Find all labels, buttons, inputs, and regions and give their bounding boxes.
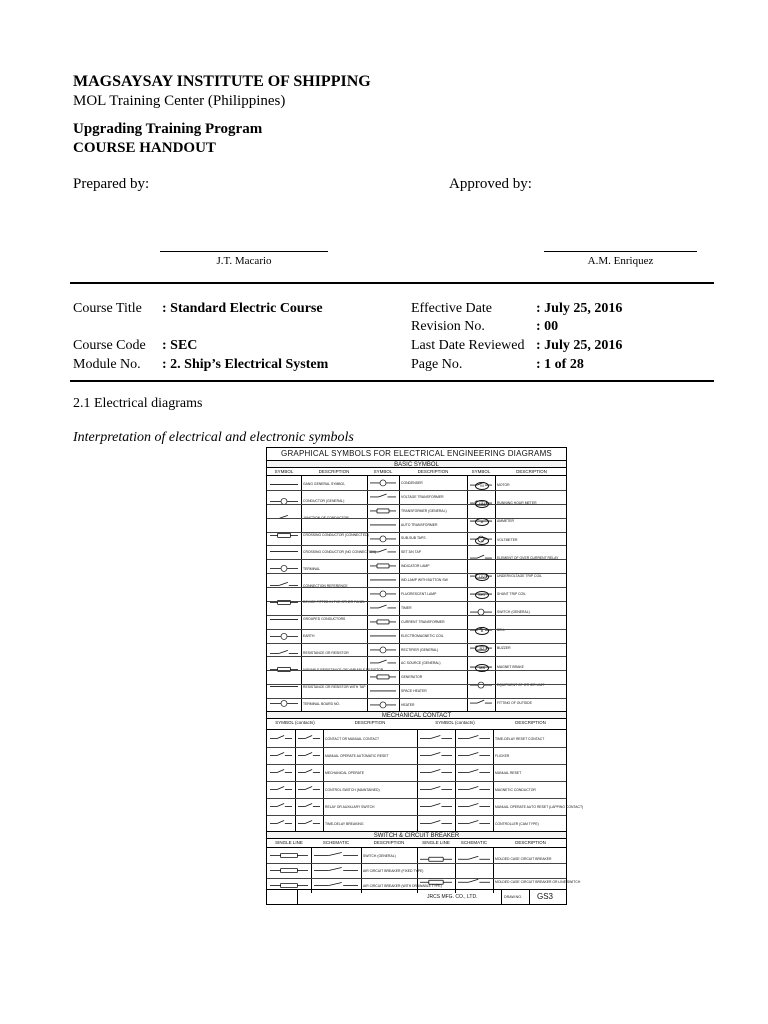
mech-hdr-symbol-right: SYMBOL (contacts) <box>435 720 475 725</box>
basic-symbol-glyph <box>368 588 398 600</box>
contact-b-symbol <box>296 799 322 814</box>
basic-symbol-glyph <box>468 550 494 566</box>
basic-symbol-description: RESISTANCE OR RESISTOR WITH TAP <box>303 684 366 689</box>
basic-hdr-desc-1: DESCRIPTION <box>318 469 350 474</box>
basic-symbol-description: SHUNT TRIP COIL <box>497 592 527 596</box>
basic-symbol-glyph <box>368 616 398 628</box>
section-heading: 2.1 Electrical diagrams <box>73 396 203 411</box>
breaker-single-line-symbol <box>268 864 310 877</box>
approved-name: A.M. Enriquez <box>587 255 654 267</box>
basic-symbol-glyph <box>268 595 300 610</box>
sw-hdr-single-right: SINGLE LINE <box>422 840 450 845</box>
course-title-value: : Standard Electric Course <box>162 301 323 316</box>
basic-symbol-description: EQUIPMENT OF OTHER UNIT <box>497 682 545 687</box>
contact-description: MANUAL RESET <box>495 770 522 775</box>
basic-symbol-glyph <box>368 477 398 489</box>
contact-b-symbol <box>456 816 492 831</box>
contact-description: MAGNETIC CONDUCTOR <box>495 787 536 792</box>
contact-description: FLICKER <box>495 753 510 758</box>
symbol-sheet-figure <box>266 447 584 905</box>
basic-symbol-description: ELECTROMAGNETIC COIL <box>401 633 444 638</box>
basic-symbol-glyph <box>268 629 300 644</box>
meter-glyph: A <box>475 518 489 526</box>
last-reviewed-value: : July 25, 2016 <box>536 338 623 353</box>
top-rule <box>70 282 714 284</box>
basic-symbol-band: BASIC SYMBOL <box>267 460 566 468</box>
basic-symbol-glyph <box>368 644 398 656</box>
revision-no-value: : 00 <box>536 319 559 334</box>
breaker-description: MOLDED CASE CIRCUIT BREAKER OR LINE SWITCH <box>495 879 581 884</box>
contact-description: MANUAL OPERATE AUTO RESET (LAPPING CONTACT) <box>495 804 584 809</box>
basic-hdr-symbol-2: SYMBOL <box>373 469 393 474</box>
approved-by-label: Approved by: <box>449 176 532 192</box>
contact-a-symbol <box>418 765 454 780</box>
meter-glyph: SHT <box>475 591 489 599</box>
meter-glyph: B <box>475 627 489 635</box>
draw-no-value: GS3 <box>537 892 554 901</box>
training-center: MOL Training Center (Philippines) <box>73 93 286 109</box>
last-reviewed-label: Last Date Reviewed <box>411 338 525 353</box>
program-title: Upgrading Training Program <box>73 121 263 137</box>
meter-glyph: BZ <box>475 645 489 653</box>
basic-symbol-description: CURRENT TRANSFORMER <box>401 619 445 624</box>
contact-b-symbol <box>296 782 322 797</box>
contact-description: TIME-DELAY RESET CONTACT <box>495 736 545 741</box>
basic-symbol-description: IND.LAMP WITH BUTTON SW <box>401 578 448 583</box>
basic-symbol-description: TERMINAL BOARD NO. <box>303 701 340 706</box>
basic-symbol-description: TIMER <box>401 605 412 610</box>
basic-symbol-glyph <box>368 533 398 545</box>
page-no-label: Page No. <box>411 357 463 372</box>
row-divider <box>267 781 566 782</box>
row-divider <box>267 573 566 574</box>
basic-hdr-symbol-1: SYMBOL <box>274 469 294 474</box>
basic-symbol-description: SWITCH (GENERAL) <box>497 610 530 615</box>
handout-title: COURSE HANDOUT <box>73 140 216 156</box>
basic-symbol-glyph <box>368 560 398 572</box>
basic-symbol-glyph <box>368 505 398 517</box>
contact-a-symbol <box>268 765 294 780</box>
breaker-schematic-symbol <box>312 849 360 862</box>
row-divider <box>267 559 566 560</box>
basic-symbol-description: ELEMENT OF OVER CURRENT RELAY <box>497 555 559 560</box>
row-divider <box>267 532 566 533</box>
course-title-label: Course Title <box>73 301 142 316</box>
contact-description: TIME-DELAY BREAKING <box>325 821 364 826</box>
basic-symbol-description: BELL <box>497 628 506 633</box>
basic-symbol-description: RECTIFIER (GENERAL) <box>401 647 439 652</box>
contact-description: CONTACT OR MANUAL CONTACT <box>325 736 380 741</box>
sheet-title: GRAPHICAL SYMBOLS FOR ELECTRICAL ENGINEERING DIAGRAMS <box>267 448 566 461</box>
module-no-label: Module No. <box>73 357 141 372</box>
row-divider <box>267 863 566 864</box>
basic-symbol-description: RUNNING HOUR METER <box>497 501 537 506</box>
sw-hdr-desc-right: DESCRIPTION <box>515 840 546 845</box>
revision-no-label: Revision No. <box>411 319 485 334</box>
contact-a-symbol <box>418 816 454 831</box>
course-code-label: Course Code <box>73 338 146 353</box>
mechanical-contact-band: MECHANICAL CONTACT <box>267 711 566 719</box>
contact-b-symbol <box>456 782 492 797</box>
contact-a-symbol <box>268 799 294 814</box>
basic-symbol-description: CONDENSER <box>401 480 423 485</box>
basic-hdr-symbol-3: SYMBOL <box>471 469 491 474</box>
basic-symbol-description: HEATER <box>401 703 415 708</box>
breaker-description: AIR CIRCUIT BREAKER (FIXED TYPE) <box>363 868 424 873</box>
basic-symbol-description: TRANSFORMER (GENERAL) <box>401 508 447 513</box>
basic-symbol-glyph <box>468 604 494 620</box>
sw-hdr-desc-left: DESCRIPTION <box>373 840 405 845</box>
basic-symbol-description: AMMETER <box>497 519 514 524</box>
contact-description: RELAY OR AUXILIARY SWITCH <box>325 804 375 809</box>
basic-hdr-desc-3: DESCRIPTION <box>516 469 547 474</box>
basic-symbol-description: JUNCTION OF CONDUCTOR <box>303 516 349 521</box>
row-divider <box>267 490 566 491</box>
switch-breaker-grid <box>267 847 581 893</box>
basic-symbol-description: INDICATOR LAMP <box>401 564 430 569</box>
bottom-rule <box>70 380 714 382</box>
sheet-footer <box>267 889 566 904</box>
basic-symbol-glyph <box>368 546 398 558</box>
basic-symbol-glyph <box>268 544 300 559</box>
basic-symbol-description: VOLTAGE TRANSFORMER <box>401 494 444 499</box>
basic-symbol-description: DEVICE FITTED IN THE OTHER PANEL <box>303 600 366 605</box>
mech-hdr-symbol-left: SYMBOL (contacts) <box>275 720 315 725</box>
contact-a-symbol <box>418 748 454 763</box>
contact-a-symbol <box>268 748 294 763</box>
effective-date-label: Effective Date <box>411 301 492 316</box>
row-divider <box>267 656 566 657</box>
switch-breaker-band: SWITCH & CIRCUIT BREAKER <box>267 831 566 839</box>
institution-name: MAGSAYSAY INSTITUTE OF SHIPPING <box>73 73 371 90</box>
mechanical-contact-grid <box>267 729 584 832</box>
basic-symbol-description: GROUPED CONDUCTORS <box>303 617 346 622</box>
contact-b-symbol <box>296 748 322 763</box>
contact-a-symbol <box>268 782 294 797</box>
row-divider <box>267 545 566 546</box>
breaker-schematic-symbol <box>456 849 492 870</box>
mech-hdr-desc-left: DESCRIPTION <box>354 720 386 725</box>
basic-symbol-description: AC SOURCE (GENERAL) <box>401 661 441 666</box>
basic-symbol-description: CROSSING CONDUCTOR (NO CONNECTION) <box>303 549 377 554</box>
basic-symbol-description: SUB-SUB TAPS <box>401 536 426 541</box>
basic-symbol-glyph <box>268 578 300 593</box>
meter-glyph: UV <box>475 573 489 581</box>
basic-symbol-glyph <box>368 699 398 711</box>
breaker-description: SWITCH (GENERAL) <box>363 853 396 858</box>
row-divider <box>267 747 566 748</box>
basic-symbol-description: GENERATOR <box>401 675 423 680</box>
basic-symbol-description: VARIABLE RESISTANCE OR VARIABLE RESISTOR <box>303 667 384 672</box>
basic-symbol-glyph <box>368 574 398 586</box>
breaker-description: AIR CIRCUIT BREAKER (WITH DRAWABLE TYPE) <box>363 883 442 888</box>
basic-symbol-description: SPACE HEATER <box>401 689 427 694</box>
contact-a-symbol <box>268 731 294 746</box>
row-divider <box>267 518 566 519</box>
basic-symbol-description: FLUORESCENT LAMP <box>401 592 437 596</box>
basic-symbol-glyph <box>368 685 398 697</box>
row-divider <box>267 504 566 505</box>
contact-description: CONTROL SWITCH (MAINTAINED) <box>325 787 380 792</box>
row-divider <box>267 643 566 644</box>
contact-b-symbol <box>456 731 492 746</box>
basic-symbol-description: RESISTANCE OR RESISTOR <box>303 651 349 655</box>
basic-symbol-description: AUTO TRANSFORMER <box>401 522 438 527</box>
contact-b-symbol <box>296 765 322 780</box>
row-divider <box>267 587 566 588</box>
meter-glyph: HM <box>475 500 489 508</box>
subsection-heading: Interpretation of electrical and electronic symbols <box>73 430 354 445</box>
breaker-description: MOLDED CASE CIRCUIT BREAKER <box>495 857 552 862</box>
prepared-name: J.T. Macario <box>216 255 272 267</box>
module-no-value: : 2. Ship’s Electrical System <box>162 357 329 372</box>
basic-symbol-description: VOLTMETER <box>497 537 518 542</box>
basic-symbol-description: FITTING OF OUTSIDE <box>497 700 532 705</box>
contact-a-symbol <box>418 799 454 814</box>
basic-symbol-glyph <box>368 657 398 669</box>
basic-symbol-description: CONDUCTOR (GENERAL) <box>303 499 345 504</box>
basic-symbol-glyph <box>368 491 398 503</box>
breaker-schematic-symbol <box>312 864 360 877</box>
row-divider <box>267 615 566 616</box>
basic-symbol-grid <box>267 475 566 712</box>
basic-symbol-description: BUZZER <box>497 646 511 651</box>
basic-symbol-glyph <box>368 519 398 531</box>
prepared-signature-line <box>160 251 328 252</box>
basic-symbol-glyph <box>268 679 300 694</box>
basic-symbol-description: EARTH <box>303 634 315 639</box>
basic-symbol-description: TERMINAL <box>303 566 321 571</box>
basic-symbol-description: SET 3/N TAP <box>401 550 421 555</box>
contact-description: CONTROLLER (CAM TYPE) <box>495 821 539 826</box>
meter-glyph: V <box>475 537 489 545</box>
sw-hdr-single-left: SINGLE LINE <box>275 840 303 845</box>
basic-symbol-glyph <box>368 602 398 614</box>
effective-date-value: : July 25, 2016 <box>536 301 623 316</box>
page-no-value: : 1 of 28 <box>536 357 584 372</box>
approved-signature-line <box>544 251 697 252</box>
contact-description: MECHANICAL OPERATE <box>325 770 364 775</box>
contact-b-symbol <box>456 748 492 763</box>
breaker-single-line-symbol <box>418 849 454 870</box>
basic-symbol-description: MOTOR <box>497 483 510 488</box>
row-divider <box>267 698 566 699</box>
contact-b-symbol <box>456 799 492 814</box>
basic-symbol-description: GANG GENERAL SYMBOL <box>303 482 346 487</box>
contact-b-symbol <box>296 731 322 746</box>
draw-no-label: DRAW.NO. <box>504 895 523 899</box>
meter-glyph: M <box>475 482 489 490</box>
basic-symbol-glyph <box>268 494 300 509</box>
basic-symbol-glyph <box>368 671 398 683</box>
meter-glyph: MB <box>475 664 489 672</box>
row-divider <box>267 815 566 816</box>
contact-b-symbol <box>296 816 322 831</box>
contact-a-symbol <box>418 782 454 797</box>
maker-name: JRCS MFG. CO., LTD. <box>427 894 478 900</box>
contact-a-symbol <box>418 731 454 746</box>
basic-symbol-description: UNDERVOLTAGE TRIP COIL <box>497 573 542 578</box>
basic-hdr-desc-2: DESCRIPTION <box>417 469 449 474</box>
basic-symbol-description: CROSSING CONDUCTOR (CONNECTED) <box>303 533 369 537</box>
basic-symbol-description: CONNECTION REFERENCE <box>303 583 348 588</box>
row-divider <box>267 684 566 685</box>
basic-symbol-glyph <box>368 630 398 642</box>
breaker-single-line-symbol <box>268 849 310 862</box>
row-divider <box>267 764 566 765</box>
contact-description: MANUAL OPERATE AUTOMATIC RESET <box>325 753 389 758</box>
basic-symbol-glyph <box>268 646 300 661</box>
mech-hdr-desc-right: DESCRIPTION <box>515 720 546 725</box>
basic-symbol-glyph <box>268 528 300 543</box>
contact-a-symbol <box>268 816 294 831</box>
sw-hdr-schematic-right: SCHEMATIC <box>460 840 488 845</box>
row-divider <box>267 798 566 799</box>
prepared-by-label: Prepared by: <box>73 176 150 192</box>
basic-symbol-description: MAGNET BRAKE <box>497 664 524 669</box>
course-code-value: : SEC <box>162 338 198 353</box>
contact-b-symbol <box>456 765 492 780</box>
sw-hdr-schematic-left: SCHEMATIC <box>322 840 350 845</box>
